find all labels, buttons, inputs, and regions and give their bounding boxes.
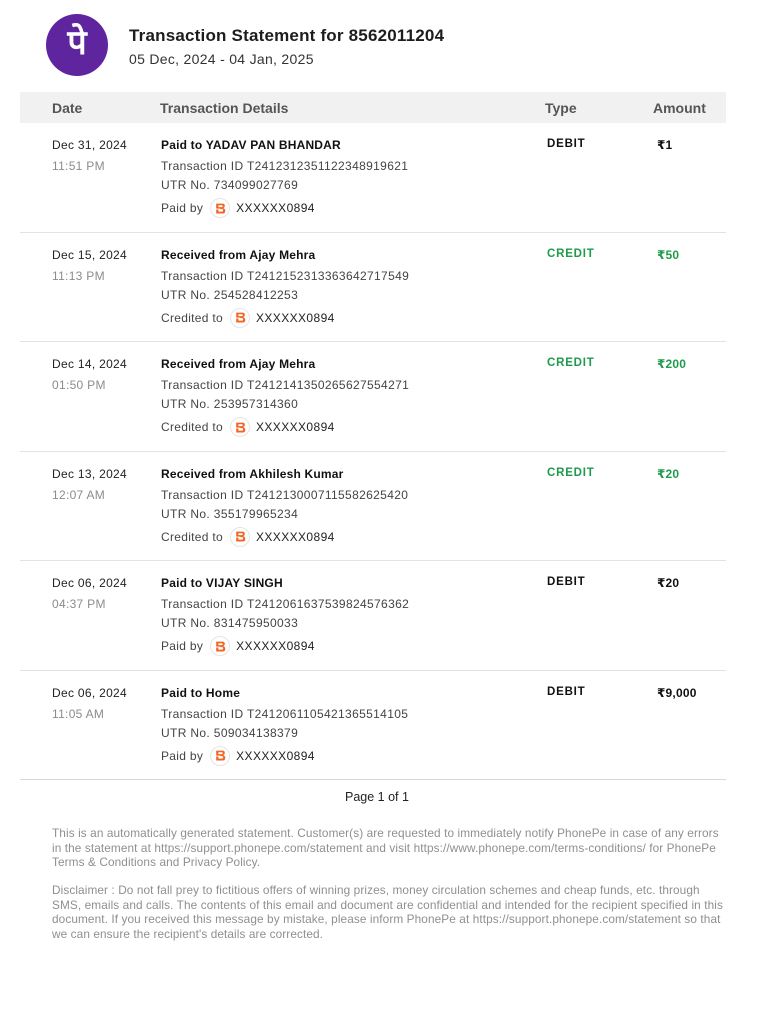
- table-row: [20, 561, 726, 671]
- payment-account-label: Credited to: [161, 310, 223, 325]
- transaction-amount: ₹20: [657, 576, 680, 590]
- utr-number: UTR No. 509034138379: [161, 725, 299, 740]
- payment-account: [161, 527, 335, 547]
- transaction-time: 12:07 AM: [52, 487, 106, 502]
- table-row: [20, 452, 726, 562]
- table-header: [20, 92, 726, 123]
- page-indicator: Page 1 of 1: [345, 790, 409, 804]
- payment-account: [161, 417, 335, 437]
- masked-account-number: XXXXXX0894: [256, 529, 335, 544]
- transaction-date: Dec 14, 2024: [52, 357, 127, 371]
- payment-account: [161, 746, 315, 766]
- bank-of-baroda-icon: [230, 308, 250, 328]
- phonepe-logo-icon: [46, 14, 108, 76]
- table-row: [20, 123, 726, 233]
- transaction-amount: ₹20: [657, 466, 680, 481]
- payment-account-label: Paid by: [161, 639, 204, 653]
- transaction-amount: ₹1: [657, 138, 673, 152]
- bank-of-baroda-icon: [210, 746, 230, 766]
- utr-number: UTR No. 355179965234: [161, 506, 299, 521]
- logo-glyph: पे: [67, 23, 87, 63]
- table-row: [20, 342, 726, 452]
- transaction-party: Received from Ajay Mehra: [161, 357, 316, 371]
- transaction-date: Dec 06, 2024: [52, 685, 127, 700]
- transaction-id: Transaction ID T2412061105421365514105: [161, 706, 409, 721]
- transaction-date: Dec 13, 2024: [52, 466, 127, 481]
- transaction-time: 01:50 PM: [52, 378, 106, 392]
- masked-account-number: XXXXXX0894: [256, 420, 335, 434]
- transaction-id: Transaction ID T2412130007115582625420: [161, 487, 409, 502]
- statement-header: [46, 14, 726, 76]
- payment-account-label: Credited to: [161, 529, 223, 544]
- transaction-time: 11:05 AM: [52, 706, 105, 721]
- utr-number: UTR No. 734099027769: [161, 178, 299, 192]
- masked-account-number: XXXXXX0894: [256, 310, 335, 325]
- transaction-amount: ₹50: [657, 247, 680, 262]
- transaction-party: Received from Akhilesh Kumar: [161, 466, 344, 481]
- transaction-id: Transaction ID T2412152313363642717549: [161, 268, 410, 283]
- transaction-party: Paid to VIJAY SINGH: [161, 576, 283, 590]
- transaction-party: Received from Ajay Mehra: [161, 247, 316, 262]
- statement-period: 05 Dec, 2024 - 04 Jan, 2025: [129, 51, 314, 67]
- statement-notice: This is an automatically generated statement. Customer(s) are requested to immediately notify PhonePe in case of any errors in the statement at https://support.phonepe.com/statement and visit https://www.phonepe.com/terms-conditions/ for PhonePe Terms & Conditions and Privacy Policy.: [52, 826, 719, 869]
- transaction-type: CREDIT: [547, 466, 595, 479]
- disclaimer-text: Disclaimer : Do not fall prey to fictitious offers of winning prizes, money circulation schemes and cheap funds, etc. through SMS, emails and calls. The contents of this email and document are confidential and intended for the recipient specified in this document. If you received this message by mistake, please inform PhonePe at https://support.phonepe.com/statement so that we can ensure the recipient's details are corrected.: [52, 883, 723, 941]
- utr-number: UTR No. 253957314360: [161, 397, 299, 411]
- payment-account: [161, 198, 315, 218]
- transaction-date: Dec 15, 2024: [52, 247, 127, 262]
- payment-account-label: Credited to: [161, 420, 223, 434]
- transaction-type: CREDIT: [547, 247, 595, 260]
- transaction-time: 04:37 PM: [52, 597, 106, 611]
- transaction-date: Dec 06, 2024: [52, 576, 127, 590]
- payment-account: [161, 308, 335, 328]
- transaction-type: DEBIT: [547, 685, 586, 698]
- bank-of-baroda-icon: [210, 198, 230, 218]
- transaction-amount: ₹9,000: [657, 685, 697, 700]
- bank-of-baroda-icon: [210, 636, 230, 656]
- table-row: [20, 671, 726, 781]
- transaction-time: 11:13 PM: [52, 268, 105, 283]
- transaction-party: Paid to YADAV PAN BHANDAR: [161, 138, 341, 152]
- transaction-id: Transaction ID T2412141350265627554271: [161, 378, 410, 392]
- payment-account: [161, 636, 315, 656]
- transaction-type: DEBIT: [547, 138, 586, 150]
- masked-account-number: XXXXXX0894: [236, 201, 315, 215]
- transaction-id: Transaction ID T2412061637539824576362: [161, 597, 410, 611]
- transaction-time: 11:51 PM: [52, 159, 105, 173]
- column-header-date: Date: [52, 100, 83, 116]
- payment-account-label: Paid by: [161, 201, 204, 215]
- transaction-list: [20, 123, 726, 780]
- utr-number: UTR No. 254528412253: [161, 287, 299, 302]
- masked-account-number: XXXXXX0894: [236, 748, 315, 763]
- statement-title: Transaction Statement for 8562011204: [129, 26, 445, 45]
- transaction-date: Dec 31, 2024: [52, 138, 127, 152]
- bank-of-baroda-icon: [230, 417, 250, 437]
- utr-number: UTR No. 831475950033: [161, 616, 299, 630]
- bank-of-baroda-icon: [230, 527, 250, 547]
- column-header-amount: Amount: [653, 100, 706, 116]
- transaction-id: Transaction ID T2412312351122348919621: [161, 159, 409, 173]
- payment-account-label: Paid by: [161, 748, 204, 763]
- masked-account-number: XXXXXX0894: [236, 639, 315, 653]
- transaction-type: CREDIT: [547, 357, 595, 369]
- transaction-type: DEBIT: [547, 576, 586, 588]
- column-header-details: Transaction Details: [160, 100, 289, 116]
- transaction-amount: ₹200: [657, 357, 687, 371]
- table-row: [20, 233, 726, 343]
- column-header-type: Type: [545, 100, 577, 116]
- transaction-party: Paid to Home: [161, 685, 241, 700]
